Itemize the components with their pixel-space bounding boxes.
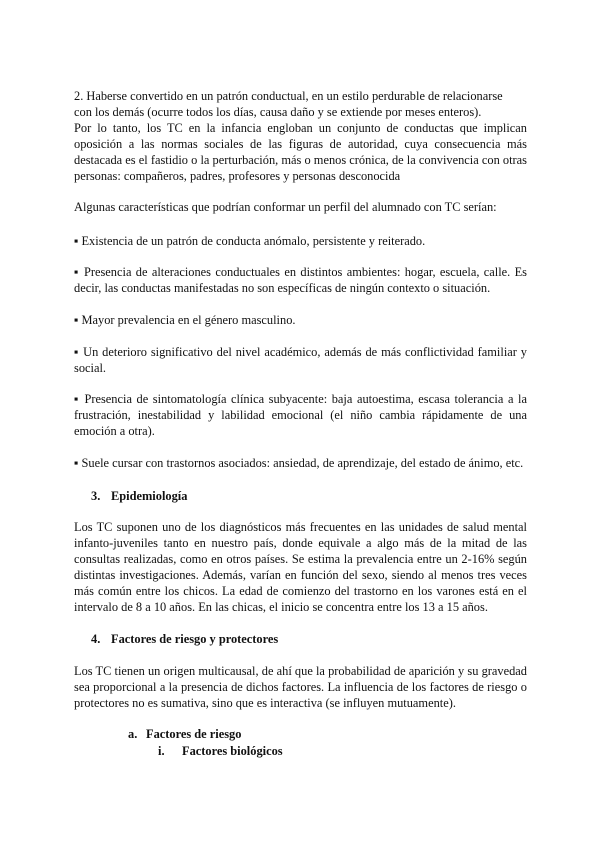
intro-line-1: 2. Haberse convertido en un patrón conductual, en un estilo perdurable de relacionarse [74, 89, 503, 103]
section-3-title: Epidemiología [111, 489, 188, 503]
profile-intro: Algunas características que podrían conformar un perfil del alumnado con TC serían: [74, 200, 497, 214]
bullet-item: ▪ Mayor prevalencia en el género masculino. [74, 313, 296, 327]
subsection-i-heading [158, 743, 283, 759]
subsection-i-number: i. [158, 744, 165, 758]
section-4-number: 4. [91, 632, 101, 646]
bullet-item: ▪ Suele cursar con trastornos asociados: ansiedad, de aprendizaje, del estado de ánimo, etc. [74, 456, 524, 470]
section-3-number: 3. [91, 489, 101, 503]
section-3-heading [91, 488, 187, 504]
section-4-heading [91, 631, 278, 647]
bullet-item: ▪ Existencia de un patrón de conducta anómalo, persistente y reiterado. [74, 234, 426, 248]
bullet-item: ▪ Presencia de alteraciones conductuales en distintos ambientes: hogar, escuela, calle. Es decir, las conductas manifestadas no son específicas de ningún contexto o situación. [74, 265, 527, 295]
subsection-a-title: Factores de riesgo [146, 727, 242, 741]
intro-paragraph: Por lo tanto, los TC en la infancia engloban un conjunto de conductas que implican oposición a las normas sociales de las figuras de autoridad, cuya consecuencia más destacada es el fastidio o la perturbación, más o menos crónica, de la convivencia con otras personas: compañeros, padres, profesores y personas desconocida [74, 121, 527, 183]
subsection-i-title: Factores biológicos [182, 744, 283, 758]
subsection-a-heading [128, 726, 241, 742]
section-3-paragraph: Los TC suponen uno de los diagnósticos más frecuentes en las unidades de salud mental infanto-juveniles tanto en nuestro país, donde equivale a algo más de la mitad de las consultas realizadas, como en otros países. Se estima la prevalencia entre un 2-16% según distintas investigaciones. Además, varían en función del sexo, siendo al menos tres veces más común entre los chicos. La edad de comienzo del trastorno en los varones está en el intervalo de 8 a 10 años. En las chicas, el inicio se concentra entre los 13 a 15 años. [74, 520, 527, 614]
bullet-item: ▪ Un deterioro significativo del nivel académico, además de más conflictividad familiar y social. [74, 345, 527, 375]
section-4-title: Factores de riesgo y protectores [111, 632, 279, 646]
section-4-paragraph: Los TC tienen un origen multicausal, de ahí que la probabilidad de aparición y su gravedad sea proporcional a la presencia de dichos factores. La influencia de los factores de riesgo o protectores no es sumativa, sino que es interactiva (se influyen mutuamente). [74, 664, 527, 710]
intro-line-2: con los demás (ocurre todos los días, causa daño y se extiende por meses enteros). [74, 105, 482, 119]
bullet-item: ▪ Presencia de sintomatología clínica subyacente: baja autoestima, escasa tolerancia a la frustración, inestabilidad y labilidad emocional (el niño cambia rápidamente de una emoción a otra). [74, 392, 527, 438]
subsection-a-number: a. [128, 727, 138, 741]
